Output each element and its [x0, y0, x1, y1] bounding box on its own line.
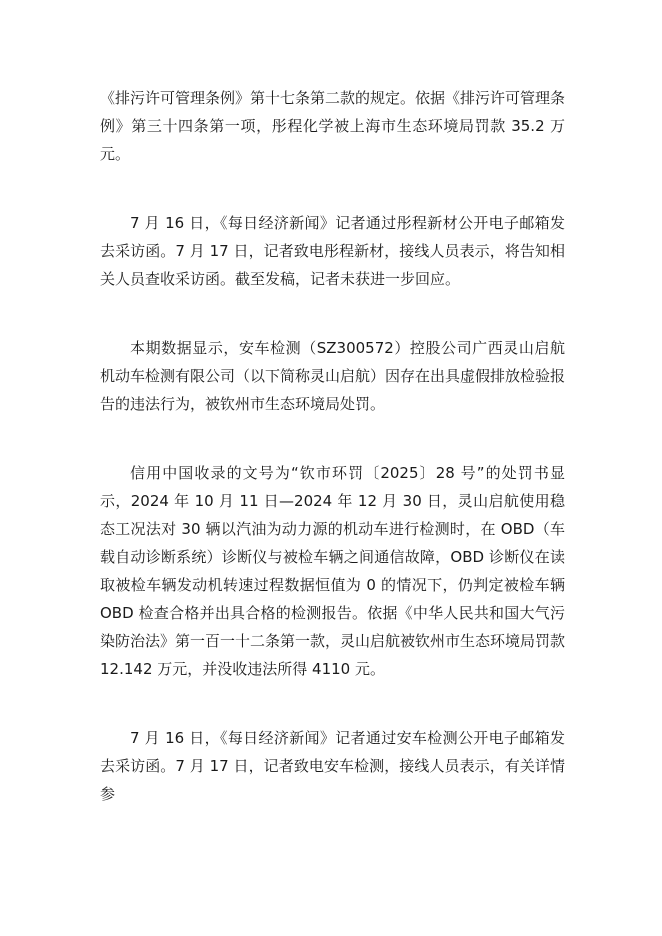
paragraph-anche-subsidiary: 本期数据显示，安车检测（SZ300572）控股公司广西灵山启航机动车检测有限公司（以下简称灵山启航）因存在出具虚假排放检验报告的违法行为，被钦州市生态环境局处罚。: [100, 339, 566, 413]
paragraph-pollution-permit-penalty: 《排污许可管理条例》第十七条第二款的规定。依据《排污许可管理条例》第三十四条第一项，彤程化学被上海市生态环境局罚款 35.2 万元。: [100, 89, 566, 163]
article-body: [100, 84, 565, 808]
paragraph-penalty-details: 信用中国收录的文号为“钦市环罚〔2025〕28 号”的处罚书显示，2024 年 10 月 11 日—2024 年 12 月 30 日，灵山启航使用稳态工况法对 30 辆以汽油为动力源的机动车进行检测时，在 OBD（车载自动诊断系统）诊断仪与被检车辆之间通信故障，OBD 诊断仪在读取被检车辆发动机转速过程数据恒值为 0 的情况下，仍判定被检车辆 OBD 检查合格并出具合格的检测报告。依据《中华人民共和国大气污染防治法》第一百一十二条第一款，灵山启航被钦州市生态环境局罚款 12.142 万元，并没收违法所得 4110 元。: [100, 464, 566, 678]
paragraph-tongcheng-interview: 7 月 16 日，《每日经济新闻》记者通过彤程新材公开电子邮箱发去采访函。7 月 17 日，记者致电彤程新材，接线人员表示，将告知相关人员查收采访函。截至发稿，记者未获进一步回应。: [100, 214, 565, 288]
paragraph-anche-interview: 7 月 16 日，《每日经济新闻》记者通过安车检测公开电子邮箱发去采访函。7 月 17 日，记者致电安车检测，接线人员表示，有关详情参: [100, 729, 565, 803]
